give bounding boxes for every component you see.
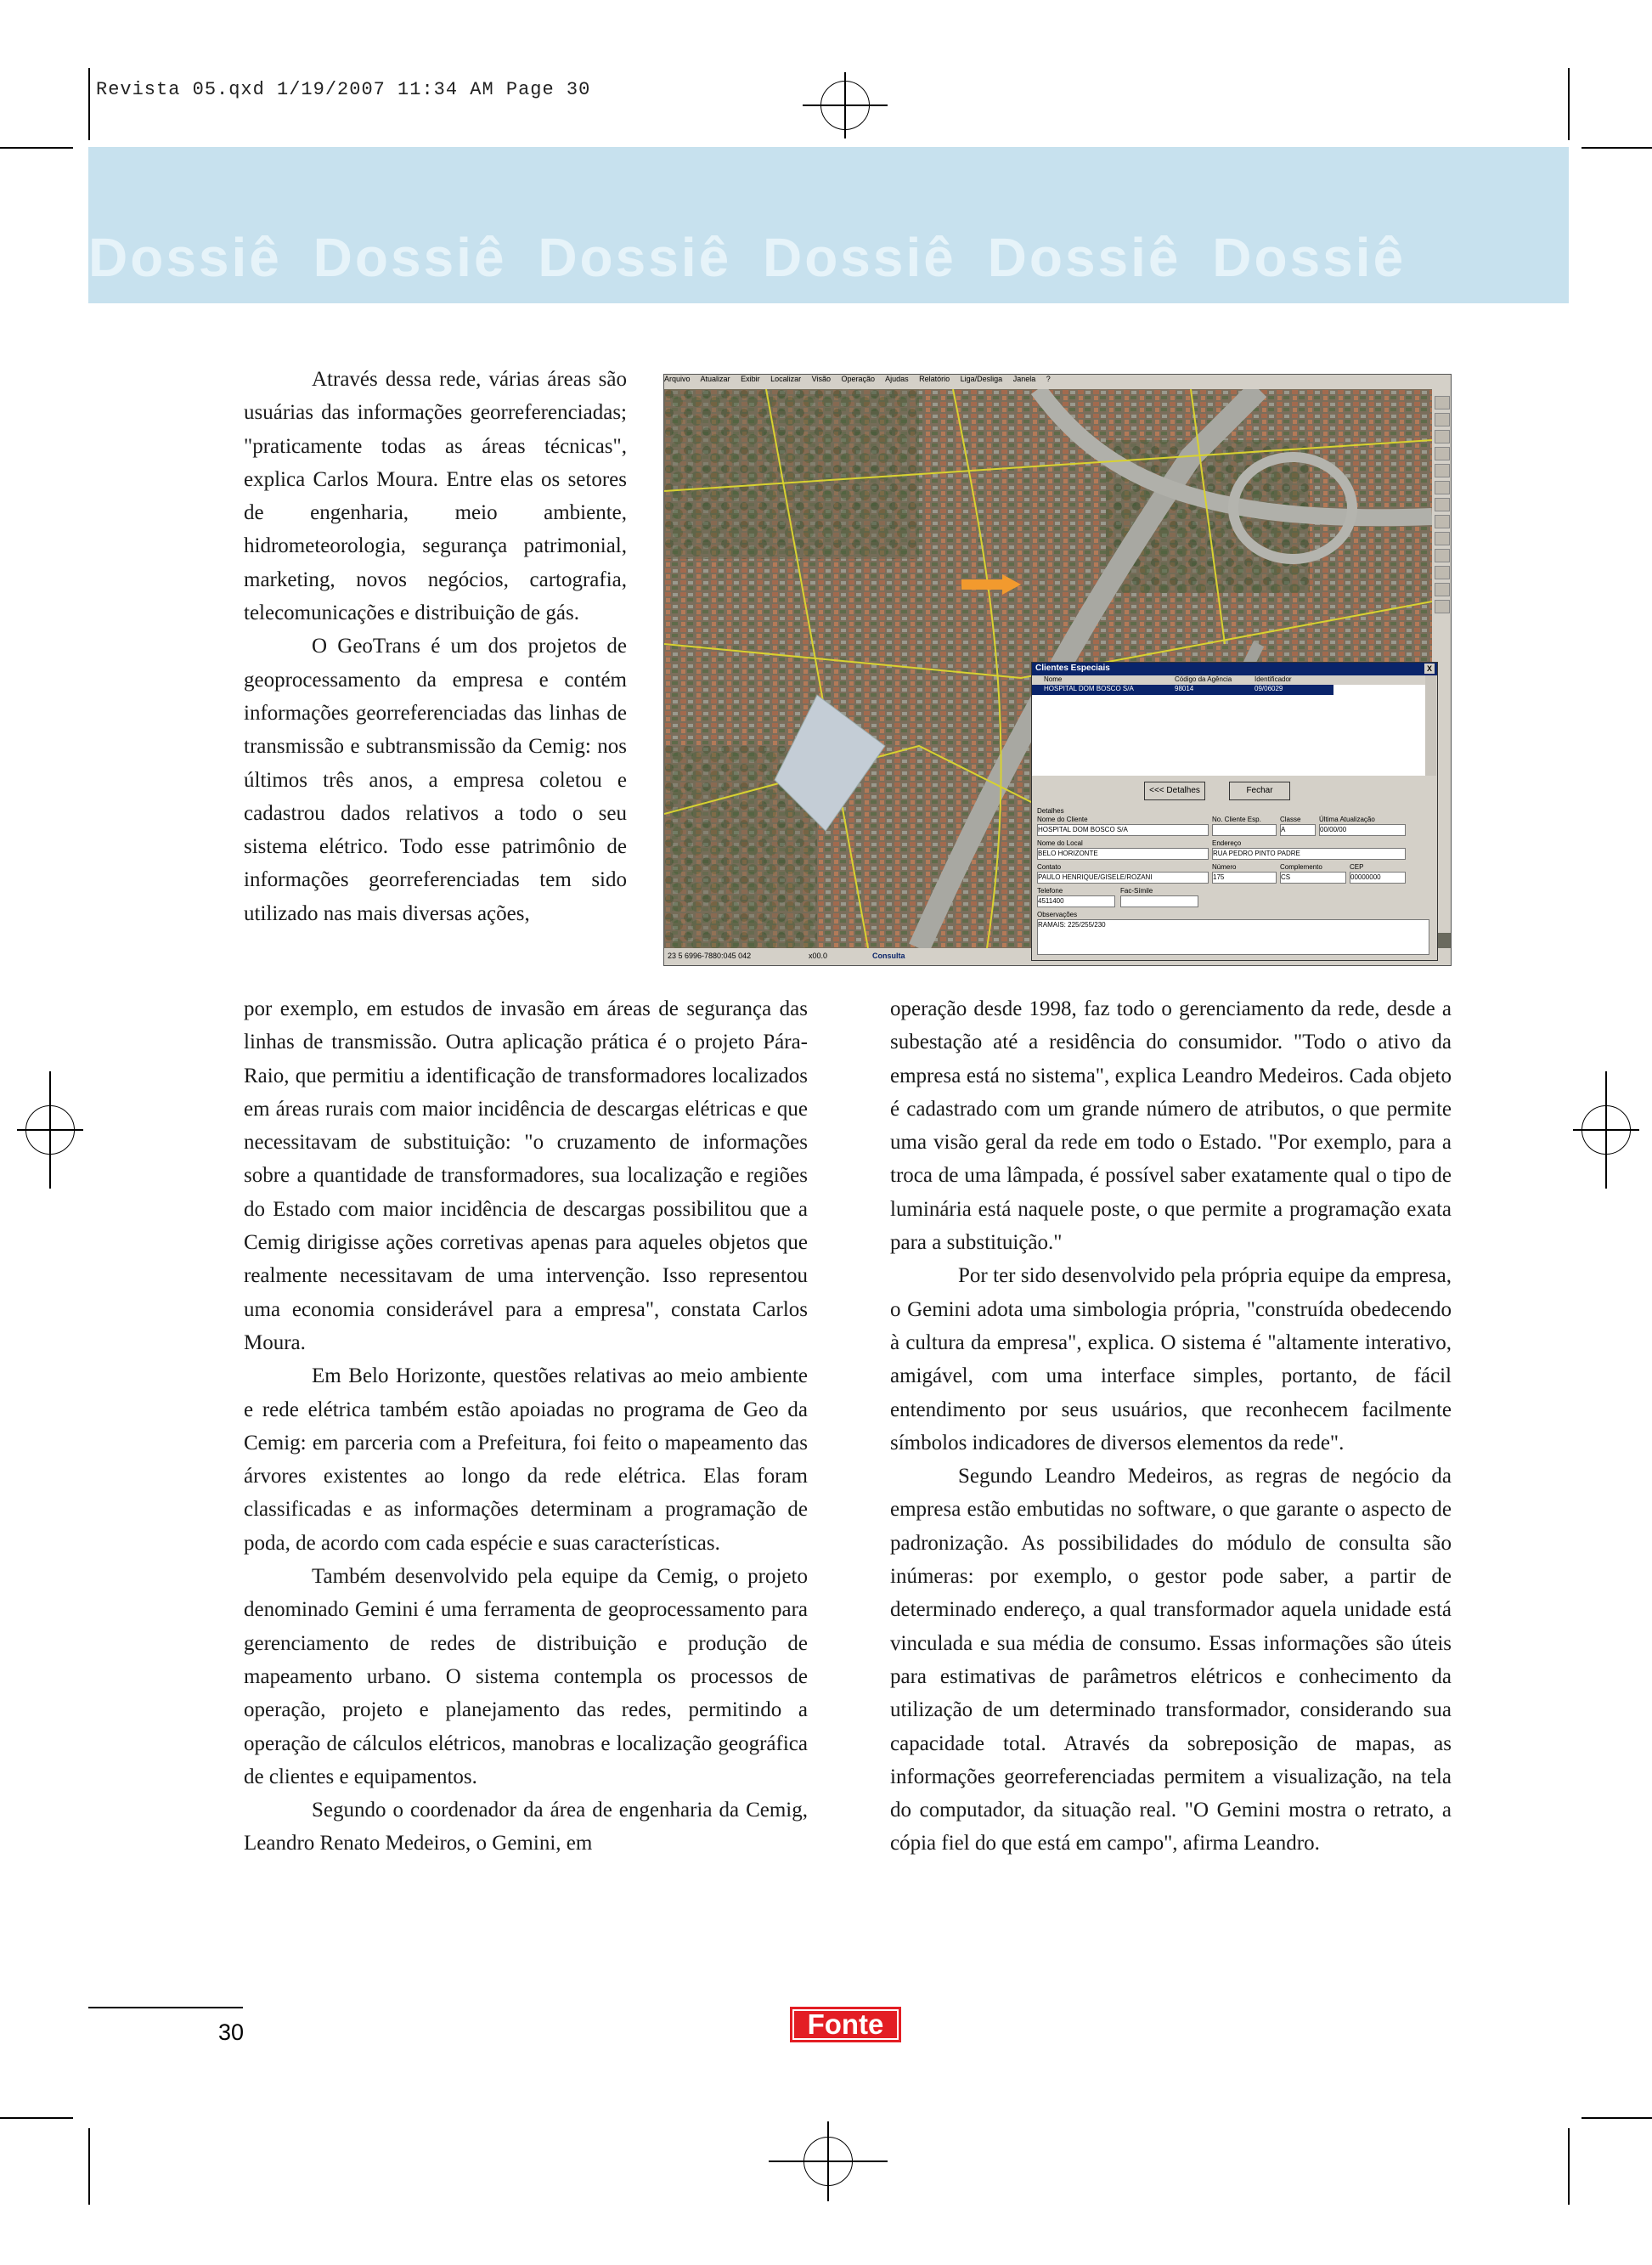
last-update-field[interactable]: 00/00/00 [1319,824,1406,836]
paragraph: Também desenvolvido pela equipe da Cemig, o projeto denominado Gemini é uma ferramenta de geoprocessamento para gerenciamento de redes de distribuição e produção de mapeamento urbano. O sistema contempla os processos de operação, projeto e planejamento das redes, permitindo a operação de cálculos elétricos, manobras e localização geográfica de clientes e equipamentos. [244,1565,808,1788]
tool-button-icon[interactable] [1435,447,1450,460]
footer-rule [88,2007,243,2008]
field-label: Nome do Cliente [1037,816,1088,823]
menu-item[interactable]: Ajudas [885,375,909,383]
menu-item[interactable]: Relatório [919,375,950,383]
tool-button-icon[interactable] [1435,583,1450,596]
status-coordinates: 23 5 6996-7880:045 042 [668,952,752,960]
tool-button-icon[interactable] [1435,532,1450,545]
tool-button-icon[interactable] [1435,430,1450,443]
gis-screenshot-figure [663,374,1452,966]
text-column-left [244,992,808,1861]
close-icon[interactable]: X [1424,664,1435,674]
paragraph: Segundo o coordenador da área de engenharia da Cemig, Leandro Renato Medeiros, o Gemini, em [244,1799,808,1855]
paragraph: operação desde 1998, faz todo o gerenciamento da rede, desde a subestação até a residência do consumidor. "Todo o ativo da empresa está no sistema", explica Leandro Medeiros. Cada objeto é cadastrado com um grande número de atributos, o que permite uma visão geral da rede em todo o Estado. "Por exemplo, para a troca de uma lâmpada, é possível saber exatamente qual o tipo de luminária está naquele poste, o que permite a programação exata para a substituição." [890,997,1452,1255]
paragraph: Segundo Leandro Medeiros, as regras de negócio da empresa estão embutidas no software, o que garante o aspecto de padronização. As possibilidades do módulo de consulta são inúmeras: por exemplo, o gestor pode saber, a partir de determinado endereço, a qual transformador aquela unidade está vinculada e sua média de consumo. Essas informações são úteis para estimativas de parâmetros elétricos e conhecimento da utilização de um determinado transformador, considerando sua capacidade total. Através da sobreposição de mapas, as informações georreferenciadas permitem a visualização, na tela do computador, da situação real. "O Gemini mostra o retrato, a cópia fiel do que está em campo", afirma Leandro. [890,1465,1452,1855]
class-field[interactable]: A [1280,824,1316,836]
table-header [1032,675,1425,685]
paragraph: O GeoTrans é um dos projetos de geoprocessamento da empresa e contém informações georreferenciadas das linhas de transmissão e subtransmissão da Cemig: nos últimos três anos, a empresa coletou e cadastrou dados relativos a todo o seu sistema elétrico. Todo esse patrimônio de informações georreferenciadas tem sido utilizado nas mais diversas ações, [244,635,627,925]
field-label: Telefone [1037,887,1063,895]
field-label: Contato [1037,863,1062,871]
text-column-right [890,992,1452,1861]
menu-item[interactable]: Atualizar [700,375,730,383]
registration-mark-top [803,81,888,130]
tool-button-icon[interactable] [1435,515,1450,528]
registration-mark-bottom [769,2137,888,2186]
menu-item[interactable]: Localizar [770,375,802,383]
tool-button-icon[interactable] [1435,566,1450,579]
number-field[interactable]: 175 [1212,872,1277,884]
menu-item[interactable]: Liga/Desliga [960,375,1003,383]
field-label: Fac-Símile [1120,887,1153,895]
print-slug: Revista 05.qxd 1/19/2007 11:34 AM Page 30 [96,79,591,100]
clients-table [1032,675,1425,776]
details-button[interactable]: <<< Detalhes [1144,782,1205,800]
tool-button-icon[interactable] [1435,413,1450,426]
section-label: Detalhes [1037,807,1064,815]
paragraph: Por ter sido desenvolvido pela própria equipe da empresa, o Gemini adota uma simbologia própria, "construída obedecendo à cultura da empresa", explica. O sistema é "altamente interativo, amigável, com uma interface simples, portanto, de fácil entendimento por seus usuários, que reconhecem facilmente símbolos indicadores de diversos elementos da rede". [890,1264,1452,1454]
field-label: Observações [1037,911,1078,918]
column-header: Código da Agência [1175,675,1232,683]
menu-item[interactable]: Visão [811,375,831,383]
field-label: CEP [1350,863,1364,871]
status-scale: x00.0 [809,952,828,960]
field-label: Classe [1280,816,1301,823]
table-row[interactable] [1032,685,1333,695]
crop-mark [88,68,90,140]
crop-mark [0,2117,73,2119]
registration-mark-left [17,1105,83,1155]
column-header: Identificador [1255,675,1292,683]
fax-field[interactable] [1120,895,1198,907]
field-label: Complemento [1280,863,1322,871]
table-cell: 09/06029 [1255,685,1283,692]
tool-button-icon[interactable] [1435,481,1450,494]
text-column-left-top [244,363,627,930]
close-button[interactable]: Fechar [1229,782,1290,800]
crop-mark [88,2128,90,2205]
dialog-title-bar [1032,663,1437,675]
column-header: Nome [1044,675,1063,683]
tool-button-icon[interactable] [1435,549,1450,562]
field-label: Nome do Local [1037,839,1083,847]
paragraph: por exemplo, em estudos de invasão em áreas de segurança das linhas de transmissão. Outra aplicação prática é o projeto Pára-Raio, que permitiu a identificação de transformadores localizados em áreas rurais com maior incidência de descargas elétricas e que necessitavam de substituição: "o cruzamento de informações sobre a quantidade de transformadores, sua localização e regiões do Estado com maior incidência de descargas possibilitou que a Cemig dirigisse ações corretivas apenas para aqueles objetos que realmente necessitavam de uma intervenção. Isso representou uma economia considerável para a empresa", constata Carlos Moura. [244,997,808,1354]
section-banner-title: Dossiê Dossiê Dossiê Dossiê Dossiê Dossiê [88,227,1407,288]
phone-field[interactable]: 4511400 [1037,895,1115,907]
notes-field[interactable]: RAMAIS: 225/255/230 [1037,919,1429,955]
status-mode: Consulta [872,952,905,960]
client-name-field[interactable]: HOSPITAL DOM BOSCO S/A [1037,824,1209,836]
crop-mark [1568,2128,1570,2205]
paragraph: Através dessa rede, várias áreas são usuárias das informações georreferenciadas; "praticamente todas as áreas técnicas", explica Carlos Moura. Entre elas os setores de engenharia, meio ambiente, hidrometeorologia, segurança patrimonial, marketing, novos negócios, cartografia, telecomunicações e distribuição de gás. [244,368,627,625]
cep-field[interactable]: 00000000 [1350,872,1406,884]
tool-button-icon[interactable] [1435,396,1450,410]
crop-mark [1582,2117,1652,2119]
table-scrollbar[interactable] [1425,675,1436,776]
field-label: Endereço [1212,839,1242,847]
field-label: Número [1212,863,1237,871]
complement-field[interactable]: CS [1280,872,1346,884]
app-menu-bar [664,375,1451,389]
contact-field[interactable]: PAULO HENRIQUE/GISELE/ROZANI [1037,872,1209,884]
table-cell: HOSPITAL DOM BOSCO S/A [1044,685,1134,692]
tool-button-icon[interactable] [1435,498,1450,511]
menu-item[interactable]: Operação [841,375,876,383]
crop-mark [1568,68,1570,140]
clientes-especiais-dialog [1031,662,1438,961]
location-name-field[interactable]: BELO HORIZONTE [1037,848,1209,860]
tool-button-icon[interactable] [1435,600,1450,613]
field-label: No. Cliente Esp. [1212,816,1261,823]
crop-mark [1582,147,1652,149]
dialog-title: Clientes Especiais [1035,664,1110,673]
page-number: 30 [218,2019,245,2045]
field-label: Última Atualização [1319,816,1375,823]
crop-mark [0,147,73,149]
menu-item[interactable]: ? [1046,375,1051,383]
menu-item[interactable]: Arquivo [664,375,691,383]
tool-button-icon[interactable] [1435,464,1450,477]
menu-item[interactable]: Janela [1012,375,1036,383]
registration-mark-right [1573,1105,1639,1155]
menu-item[interactable]: Exibir [741,375,760,383]
client-number-field[interactable] [1212,824,1277,836]
address-field[interactable]: RUA PEDRO PINTO PADRE [1212,848,1406,860]
fonte-logo: Fonte [790,2007,901,2042]
table-cell: 98014 [1175,685,1194,692]
paragraph: Em Belo Horizonte, questões relativas ao meio ambiente e rede elétrica também estão apoiadas no programa de Geo da Cemig: em parceria com a Prefeitura, foi feito o mapeamento das árvores existentes ao longo da rede elétrica. Elas foram classificadas e as informações determinam a programação de poda, de acordo com cada espécie e suas características. [244,1364,808,1555]
